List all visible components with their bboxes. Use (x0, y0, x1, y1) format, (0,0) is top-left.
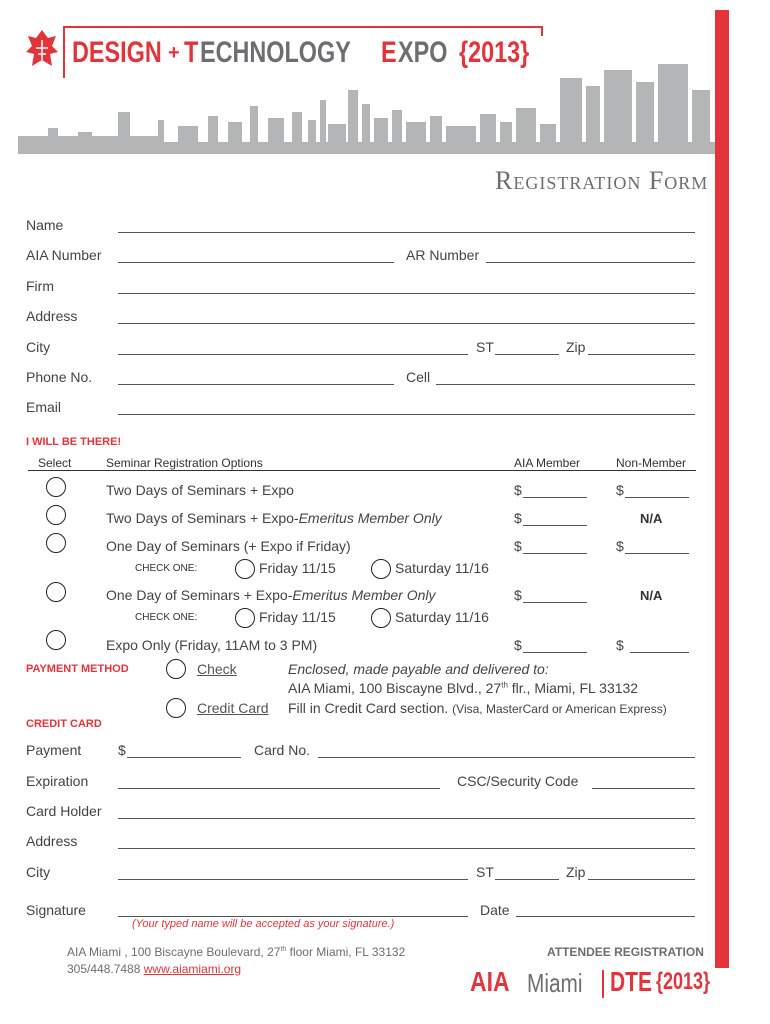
footer-address-text: AIA Miami , 100 Biscayne Boulevard, 27 (67, 945, 281, 959)
cc-st-field[interactable] (495, 879, 559, 880)
dollar-sign: $ (616, 637, 624, 653)
option-text: Two Days of Seminars + Expo- (106, 510, 299, 526)
cell-label: Cell (406, 369, 431, 385)
footer-logo-dte: DTE (610, 966, 652, 997)
saturday-radio[interactable] (371, 559, 391, 579)
option-one-day-radio[interactable] (46, 533, 66, 553)
expiration-label: Expiration (26, 773, 89, 789)
aia-number-field[interactable] (118, 262, 394, 263)
friday-radio[interactable] (235, 559, 255, 579)
table-header-rule (28, 470, 696, 471)
st-label: ST (476, 339, 494, 355)
signature-field[interactable] (118, 916, 468, 917)
cc-st-label: ST (476, 864, 494, 880)
city-field[interactable] (118, 354, 468, 355)
dollar-sign: $ (514, 510, 522, 526)
dollar-sign: $ (616, 482, 624, 498)
zip-field[interactable] (588, 354, 695, 355)
option-two-days-radio[interactable] (46, 477, 66, 497)
check-address-text-2: flr., Miami, FL 33132 (507, 680, 639, 696)
attendee-registration-label: ATTENDEE REGISTRATION (547, 945, 704, 959)
card-no-field[interactable] (318, 757, 695, 758)
payment-check-radio[interactable] (166, 659, 186, 679)
option-two-days-label: Two Days of Seminars + Expo (106, 482, 294, 498)
option-expo-only-label: Expo Only (Friday, 11AM to 3 PM) (106, 637, 318, 653)
option-expo-only-nonmember-field[interactable] (630, 652, 689, 653)
payment-check-label: Check (197, 661, 237, 677)
footer-address-text-2: floor Miami, FL 33132 (286, 945, 406, 959)
option-two-days-emeritus-radio[interactable] (46, 505, 66, 525)
cc-city-label: City (26, 864, 51, 880)
option-one-day-emeritus-label (106, 587, 436, 603)
name-field[interactable] (118, 232, 695, 233)
check-address-sup: th (501, 680, 508, 690)
option-two-days-emeritus-member-field[interactable] (523, 525, 587, 526)
name-label: Name (26, 217, 64, 233)
option-two-days-member-field[interactable] (523, 497, 587, 498)
col-options-header: Seminar Registration Options (106, 456, 263, 470)
payment-credit-radio[interactable] (166, 698, 186, 718)
saturday-radio[interactable] (371, 608, 391, 628)
email-field[interactable] (118, 414, 695, 415)
zip-label: Zip (566, 339, 586, 355)
csc-field[interactable] (592, 788, 695, 789)
dollar-sign: $ (514, 482, 522, 498)
option-one-day-nonmember-field[interactable] (625, 553, 689, 554)
option-one-day-member-field[interactable] (523, 553, 587, 554)
footer-logo-miami: Miami (527, 968, 583, 998)
friday-label: Friday 11/15 (259, 560, 336, 576)
cc-payment-label: Payment (26, 742, 82, 758)
payment-credit-label: Credit Card (197, 700, 269, 716)
footer-logo-aia: AIA (470, 966, 510, 997)
footer-logo-year: {2013} (656, 968, 711, 995)
check-one-label: CHECK ONE: (135, 612, 198, 623)
dollar-sign: $ (616, 538, 624, 554)
footer-phone: 305/448.7488 (67, 962, 141, 976)
expo-title-year: {2013} (459, 36, 530, 69)
cc-zip-field[interactable] (588, 879, 695, 880)
form-title: Registration Form (495, 166, 709, 195)
date-field[interactable] (516, 916, 695, 917)
check-address-text: AIA Miami, 100 Biscayne Blvd., 27 (288, 680, 502, 696)
expiration-field[interactable] (118, 788, 440, 789)
firm-field[interactable] (118, 293, 695, 294)
dollar-sign: $ (514, 637, 522, 653)
check-instructions: Enclosed, made payable and delivered to: (288, 661, 549, 677)
dollar-sign: $ (514, 538, 522, 554)
cc-address-label: Address (26, 833, 78, 849)
payment-section-title: PAYMENT METHOD (26, 663, 129, 675)
footer-contact (67, 962, 241, 976)
friday-label: Friday 11/15 (259, 609, 336, 625)
csc-label: CSC/Security Code (457, 773, 579, 789)
ar-number-field[interactable] (486, 262, 695, 263)
na-label: N/A (640, 588, 663, 603)
footer-logo-divider (602, 970, 604, 998)
expo-title-technology: ECHNOLOGY (200, 36, 351, 69)
address-label: Address (26, 308, 78, 324)
col-member-header: AIA Member (514, 456, 581, 470)
option-text-italic: Emeritus Member Only (292, 587, 436, 603)
phone-label: Phone No. (26, 369, 93, 385)
check-one-label: CHECK ONE: (135, 563, 198, 574)
cc-payment-field[interactable] (127, 757, 241, 758)
expo-title-e: E (381, 36, 397, 69)
address-field[interactable] (118, 323, 695, 324)
expo-title-expo: XPO (398, 36, 448, 69)
cc-address-field[interactable] (118, 848, 695, 849)
option-one-day-label: One Day of Seminars (+ Expo if Friday) (106, 538, 351, 554)
option-expo-only-radio[interactable] (46, 630, 66, 650)
city-label: City (26, 339, 51, 355)
credit-types-text: (Visa, MasterCard or American Express) (452, 702, 667, 716)
expo-title-t: T (184, 36, 199, 69)
col-nonmember-header: Non-Member (616, 456, 687, 470)
option-two-days-emeritus-label (106, 510, 442, 526)
signature-label: Signature (26, 902, 86, 918)
cc-zip-label: Zip (566, 864, 586, 880)
accent-bar (715, 10, 729, 968)
aia-number-label: AIA Number (26, 247, 102, 263)
cell-field[interactable] (436, 384, 695, 385)
ar-number-label: AR Number (406, 247, 480, 263)
card-holder-field[interactable] (118, 818, 695, 819)
phone-field[interactable] (118, 384, 394, 385)
credit-desc-text: Fill in Credit Card section. (288, 700, 449, 716)
city-skyline-image (18, 60, 715, 158)
option-one-day-emeritus-member-field[interactable] (523, 602, 587, 603)
email-label: Email (26, 399, 62, 415)
na-label: N/A (640, 511, 663, 526)
registration-section-title: I WILL BE THERE! (26, 436, 122, 448)
option-text-italic: Emeritus Member Only (298, 510, 442, 526)
expo-title-plus: + (168, 42, 180, 64)
check-address (288, 680, 638, 696)
dollar-sign: $ (118, 742, 126, 758)
option-expo-only-member-field[interactable] (523, 652, 587, 653)
expo-title-design: DESIGN (72, 36, 162, 69)
saturday-label: Saturday 11/16 (395, 609, 489, 625)
option-text: One Day of Seminars + Expo- (106, 587, 293, 603)
footer-website-link[interactable]: www.aiamiami.org (143, 962, 242, 976)
cc-city-field[interactable] (118, 879, 468, 880)
saturday-label: Saturday 11/16 (395, 560, 489, 576)
credit-card-section-title: CREDIT CARD (26, 718, 102, 730)
card-no-label: Card No. (254, 742, 311, 758)
dollar-sign: $ (514, 587, 522, 603)
signature-note: (Your typed name will be accepted as your signature.) (132, 918, 395, 930)
credit-instructions (288, 700, 667, 716)
date-label: Date (480, 902, 510, 918)
option-one-day-emeritus-radio[interactable] (46, 582, 66, 602)
col-select-header: Select (38, 456, 72, 470)
firm-label: Firm (26, 278, 54, 294)
footer-address-sup: th (280, 946, 287, 953)
friday-radio[interactable] (235, 608, 255, 628)
card-holder-label: Card Holder (26, 803, 102, 819)
option-two-days-nonmember-field[interactable] (625, 497, 689, 498)
footer-address (67, 945, 405, 959)
st-field[interactable] (495, 354, 559, 355)
